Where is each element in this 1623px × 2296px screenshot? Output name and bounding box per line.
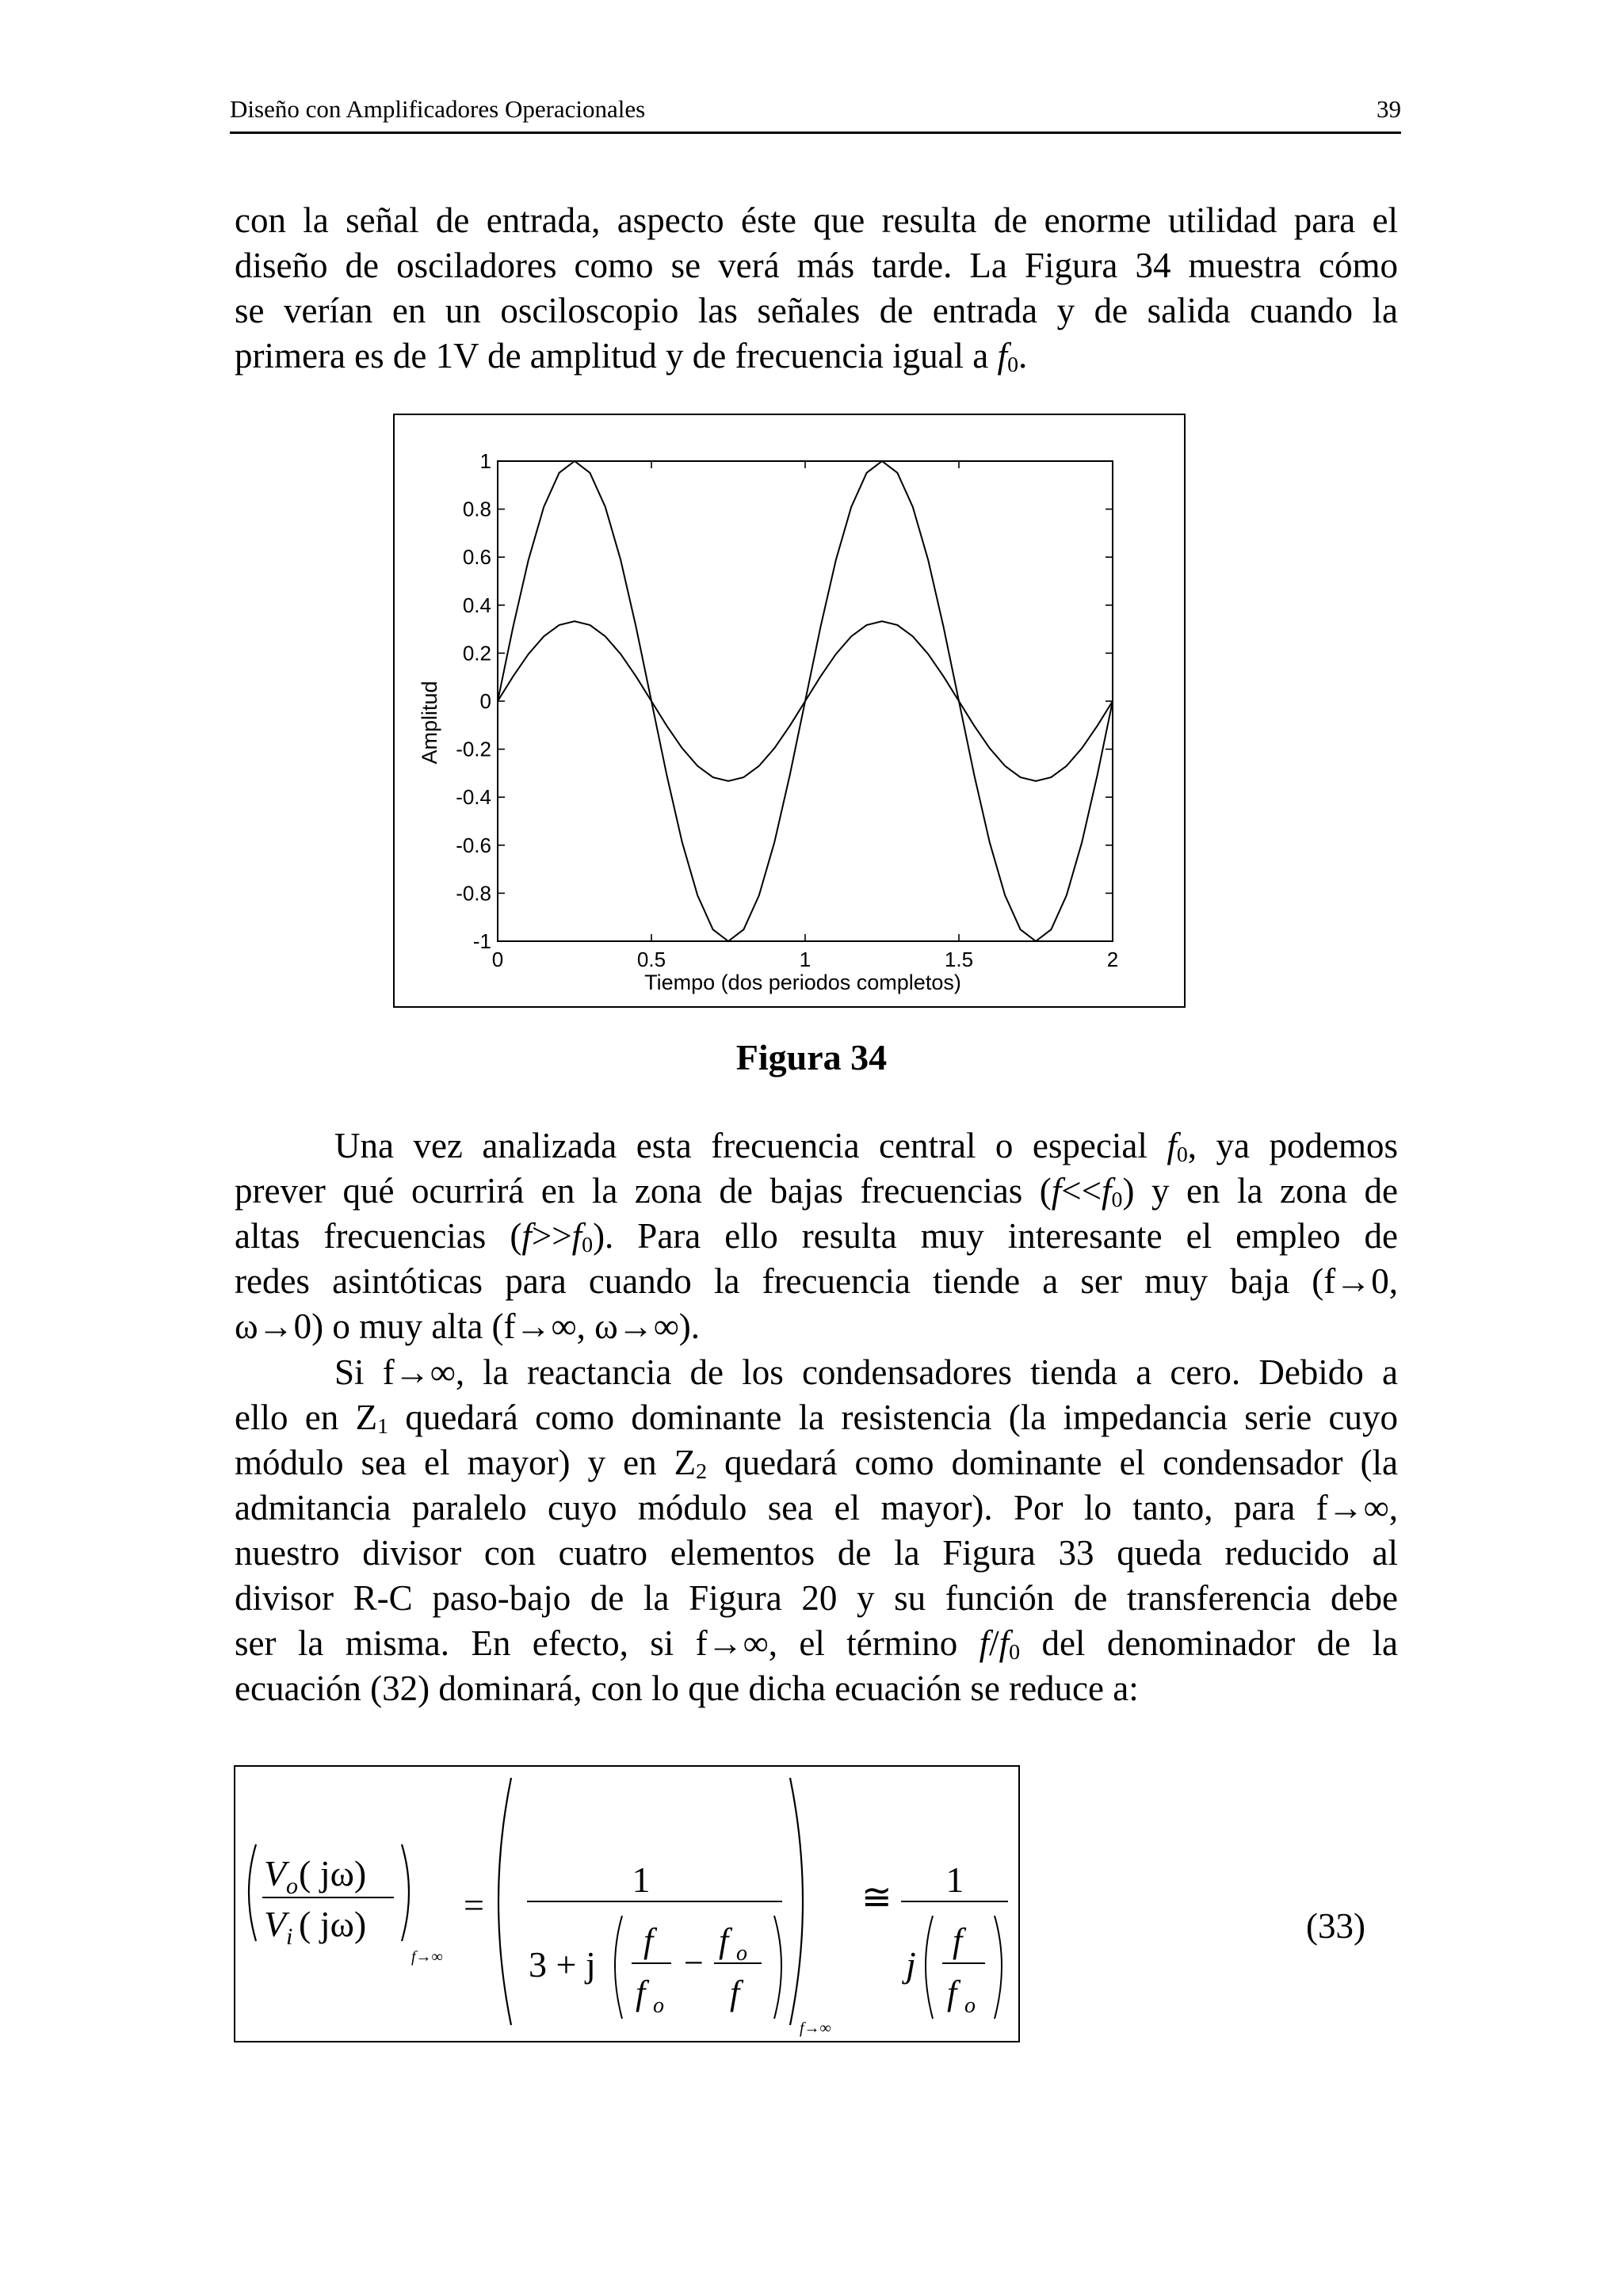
text-fragment: Una vez analizada esta frecuencia central o especial: [334, 1126, 1167, 1165]
rhs-right-paren: [995, 1916, 1002, 2019]
page-header: [230, 93, 1401, 134]
text-fragment: ) y en la zona de: [1122, 1171, 1398, 1211]
f-denominator: f: [730, 1974, 740, 2012]
big-right-paren: [790, 1778, 803, 2025]
equals-sign: =: [464, 1885, 484, 1925]
o-subscript: o: [964, 1993, 976, 2018]
vi-symbol: V: [264, 1904, 287, 1944]
text-line: con la señal de entrada, aspecto éste que resulta de enorme utilidad para el: [235, 200, 1398, 240]
paragraph-intro: [235, 198, 1398, 379]
vi-argument: ( jω): [299, 1904, 367, 1944]
f0-symbol: f: [571, 1216, 582, 1256]
y-tick-label: 0.2: [462, 641, 491, 666]
fo-numerator: f: [719, 1921, 729, 1960]
f-symbol: f: [521, 1216, 532, 1256]
minus-sign: −: [684, 1943, 704, 1982]
y-axis-label: Amplitud: [418, 681, 441, 765]
f-numerator: f: [953, 1921, 963, 1960]
f0-subscript: 0: [1009, 1640, 1021, 1665]
paragraph-asymptotic: [235, 1123, 1398, 1349]
inner-left-paren: [615, 1916, 622, 2019]
left-paren: [249, 1844, 256, 1941]
y-tick-label: -0.2: [456, 737, 491, 761]
rhs-one: 1: [945, 1859, 964, 1900]
text-fragment: quedará como dominante el condensador (la: [707, 1443, 1399, 1482]
o-subscript: o: [736, 1941, 747, 1966]
y-tick-label: 1: [479, 449, 491, 473]
text-line: Si f→∞, la reactancia de los condensadores tienda a cero. Debido a: [334, 1352, 1398, 1392]
numerator-one: 1: [632, 1859, 651, 1900]
f-symbol: f: [1051, 1171, 1062, 1211]
inner-right-paren: [774, 1916, 781, 2019]
paragraph-high-frequency: [235, 1350, 1398, 1711]
vo-symbol: V: [264, 1853, 287, 1894]
text-fragment: del denominador de la: [1020, 1623, 1398, 1663]
vi-subscript: i: [286, 1924, 293, 1950]
o-subscript: o: [653, 1993, 664, 2018]
equation-number: (33): [1306, 1906, 1365, 1946]
text-fragment: , ya podemos: [1187, 1126, 1398, 1165]
text-line: [235, 1395, 1398, 1440]
rhs-left-paren: [926, 1916, 933, 2019]
right-paren: [402, 1844, 409, 1941]
f0-symbol: f: [997, 336, 1008, 376]
y-tick-label: 0.6: [462, 545, 491, 570]
approx-sign: ≅: [861, 1877, 892, 1917]
limit-label: f→∞: [411, 1948, 443, 1966]
f0-symbol: f: [1167, 1126, 1177, 1165]
x-tick-label: 1: [799, 948, 812, 971]
text-line: [235, 1214, 1398, 1259]
sine-chart: [395, 415, 1187, 1009]
y-tick-label: 0.4: [462, 593, 491, 617]
text-line: redes asintóticas para cuando la frecuencia tiende a ser muy baja (f→0,: [235, 1261, 1398, 1301]
text-fragment: primera es de 1V de amplitud y de frecuencia igual a: [235, 336, 998, 376]
y-tick-label: -0.4: [456, 785, 491, 810]
text-line: diseño de osciladores como se verá más tarde. La Figura 34 muestra cómo: [235, 246, 1398, 285]
text-fragment: altas frecuencias (: [235, 1216, 522, 1256]
running-title: Diseño con Amplificadores Operacionales: [230, 95, 646, 123]
text-line: [235, 334, 1398, 379]
vo-argument: ( jω): [299, 1853, 367, 1894]
equation-33-box: [234, 1765, 1020, 2042]
fo-denominator: f: [636, 1974, 646, 2012]
f-numerator: f: [643, 1921, 654, 1960]
three-plus-j: 3 + j: [529, 1944, 596, 1985]
f0-symbol: f: [999, 1623, 1010, 1663]
subscript: 2: [696, 1459, 708, 1485]
x-axis-label: Tiempo (dos periodos completos): [644, 971, 961, 994]
text-line: [235, 1440, 1398, 1486]
vo-subscript: o: [286, 1873, 298, 1899]
j-symbol: j: [906, 1944, 916, 1985]
big-left-paren: [498, 1778, 511, 2025]
text-fragment: ser la misma. En efecto, si f→∞, el término: [235, 1623, 980, 1663]
text-line: ω→0) o muy alta (f→∞, ω→∞).: [235, 1306, 701, 1346]
y-tick-label: 0.8: [462, 497, 491, 521]
y-tick-label: -1: [472, 929, 491, 953]
page-number: 39: [1377, 95, 1401, 123]
text-line: se verían en un osciloscopio las señales de entrada y de salida cuando la: [235, 291, 1398, 330]
f0-symbol: f: [1102, 1171, 1112, 1211]
text-fragment: módulo sea el mayor) y en Z: [235, 1443, 697, 1482]
text-line: [235, 1123, 1398, 1169]
limit-label: f→∞: [800, 2019, 831, 2037]
text-line: admitancia paralelo cuyo módulo sea el mayor). Por lo tanto, para f→∞,: [235, 1488, 1398, 1527]
y-tick-label: 0: [479, 689, 491, 713]
text-line: divisor R-C paso-bajo de la Figura 20 y su función de transferencia debe: [235, 1578, 1398, 1618]
equation-33: [235, 1767, 1022, 2044]
operator: >>: [531, 1216, 572, 1256]
fo-denominator: f: [947, 1974, 957, 2012]
x-tick-label: 0.5: [636, 948, 666, 971]
text-line: nuestro divisor con cuatro elementos de la Figura 33 queda reducido al: [235, 1533, 1398, 1573]
subscript: 1: [377, 1414, 389, 1440]
text-line: ecuación (32) dominará, con lo que dicha ecuación se reduce a:: [235, 1669, 1139, 1708]
f0-subscript: 0: [1111, 1188, 1123, 1213]
series-line-2: [498, 621, 1113, 781]
f-symbol: f: [979, 1623, 990, 1663]
text-line: [235, 1621, 1398, 1666]
f0-subscript: 0: [1007, 353, 1019, 378]
y-tick-label: -0.8: [456, 881, 491, 906]
x-tick-label: 2: [1106, 948, 1119, 971]
operator: <<: [1061, 1171, 1102, 1211]
text-fragment: prever qué ocurrirá en la zona de bajas frecuencias (: [235, 1171, 1052, 1211]
figure-34-frame: [393, 414, 1186, 1008]
f0-subscript: 0: [582, 1233, 594, 1258]
text-line: [235, 1169, 1398, 1214]
text-fragment: ). Para ello resulta muy interesante el empleo de: [593, 1216, 1398, 1256]
slash: /: [989, 1623, 999, 1663]
f0-subscript: 0: [1176, 1142, 1188, 1168]
text-fragment: quedará como dominante la resistencia (la impedancia serie cuyo: [388, 1398, 1398, 1437]
text-fragment: ello en Z: [235, 1398, 378, 1437]
y-tick-label: -0.6: [456, 833, 491, 857]
x-tick-label: 0: [491, 948, 504, 971]
x-tick-label: 1.5: [944, 948, 974, 971]
text-fragment: .: [1018, 336, 1028, 376]
figure-caption: Figura 34: [735, 1037, 888, 1077]
